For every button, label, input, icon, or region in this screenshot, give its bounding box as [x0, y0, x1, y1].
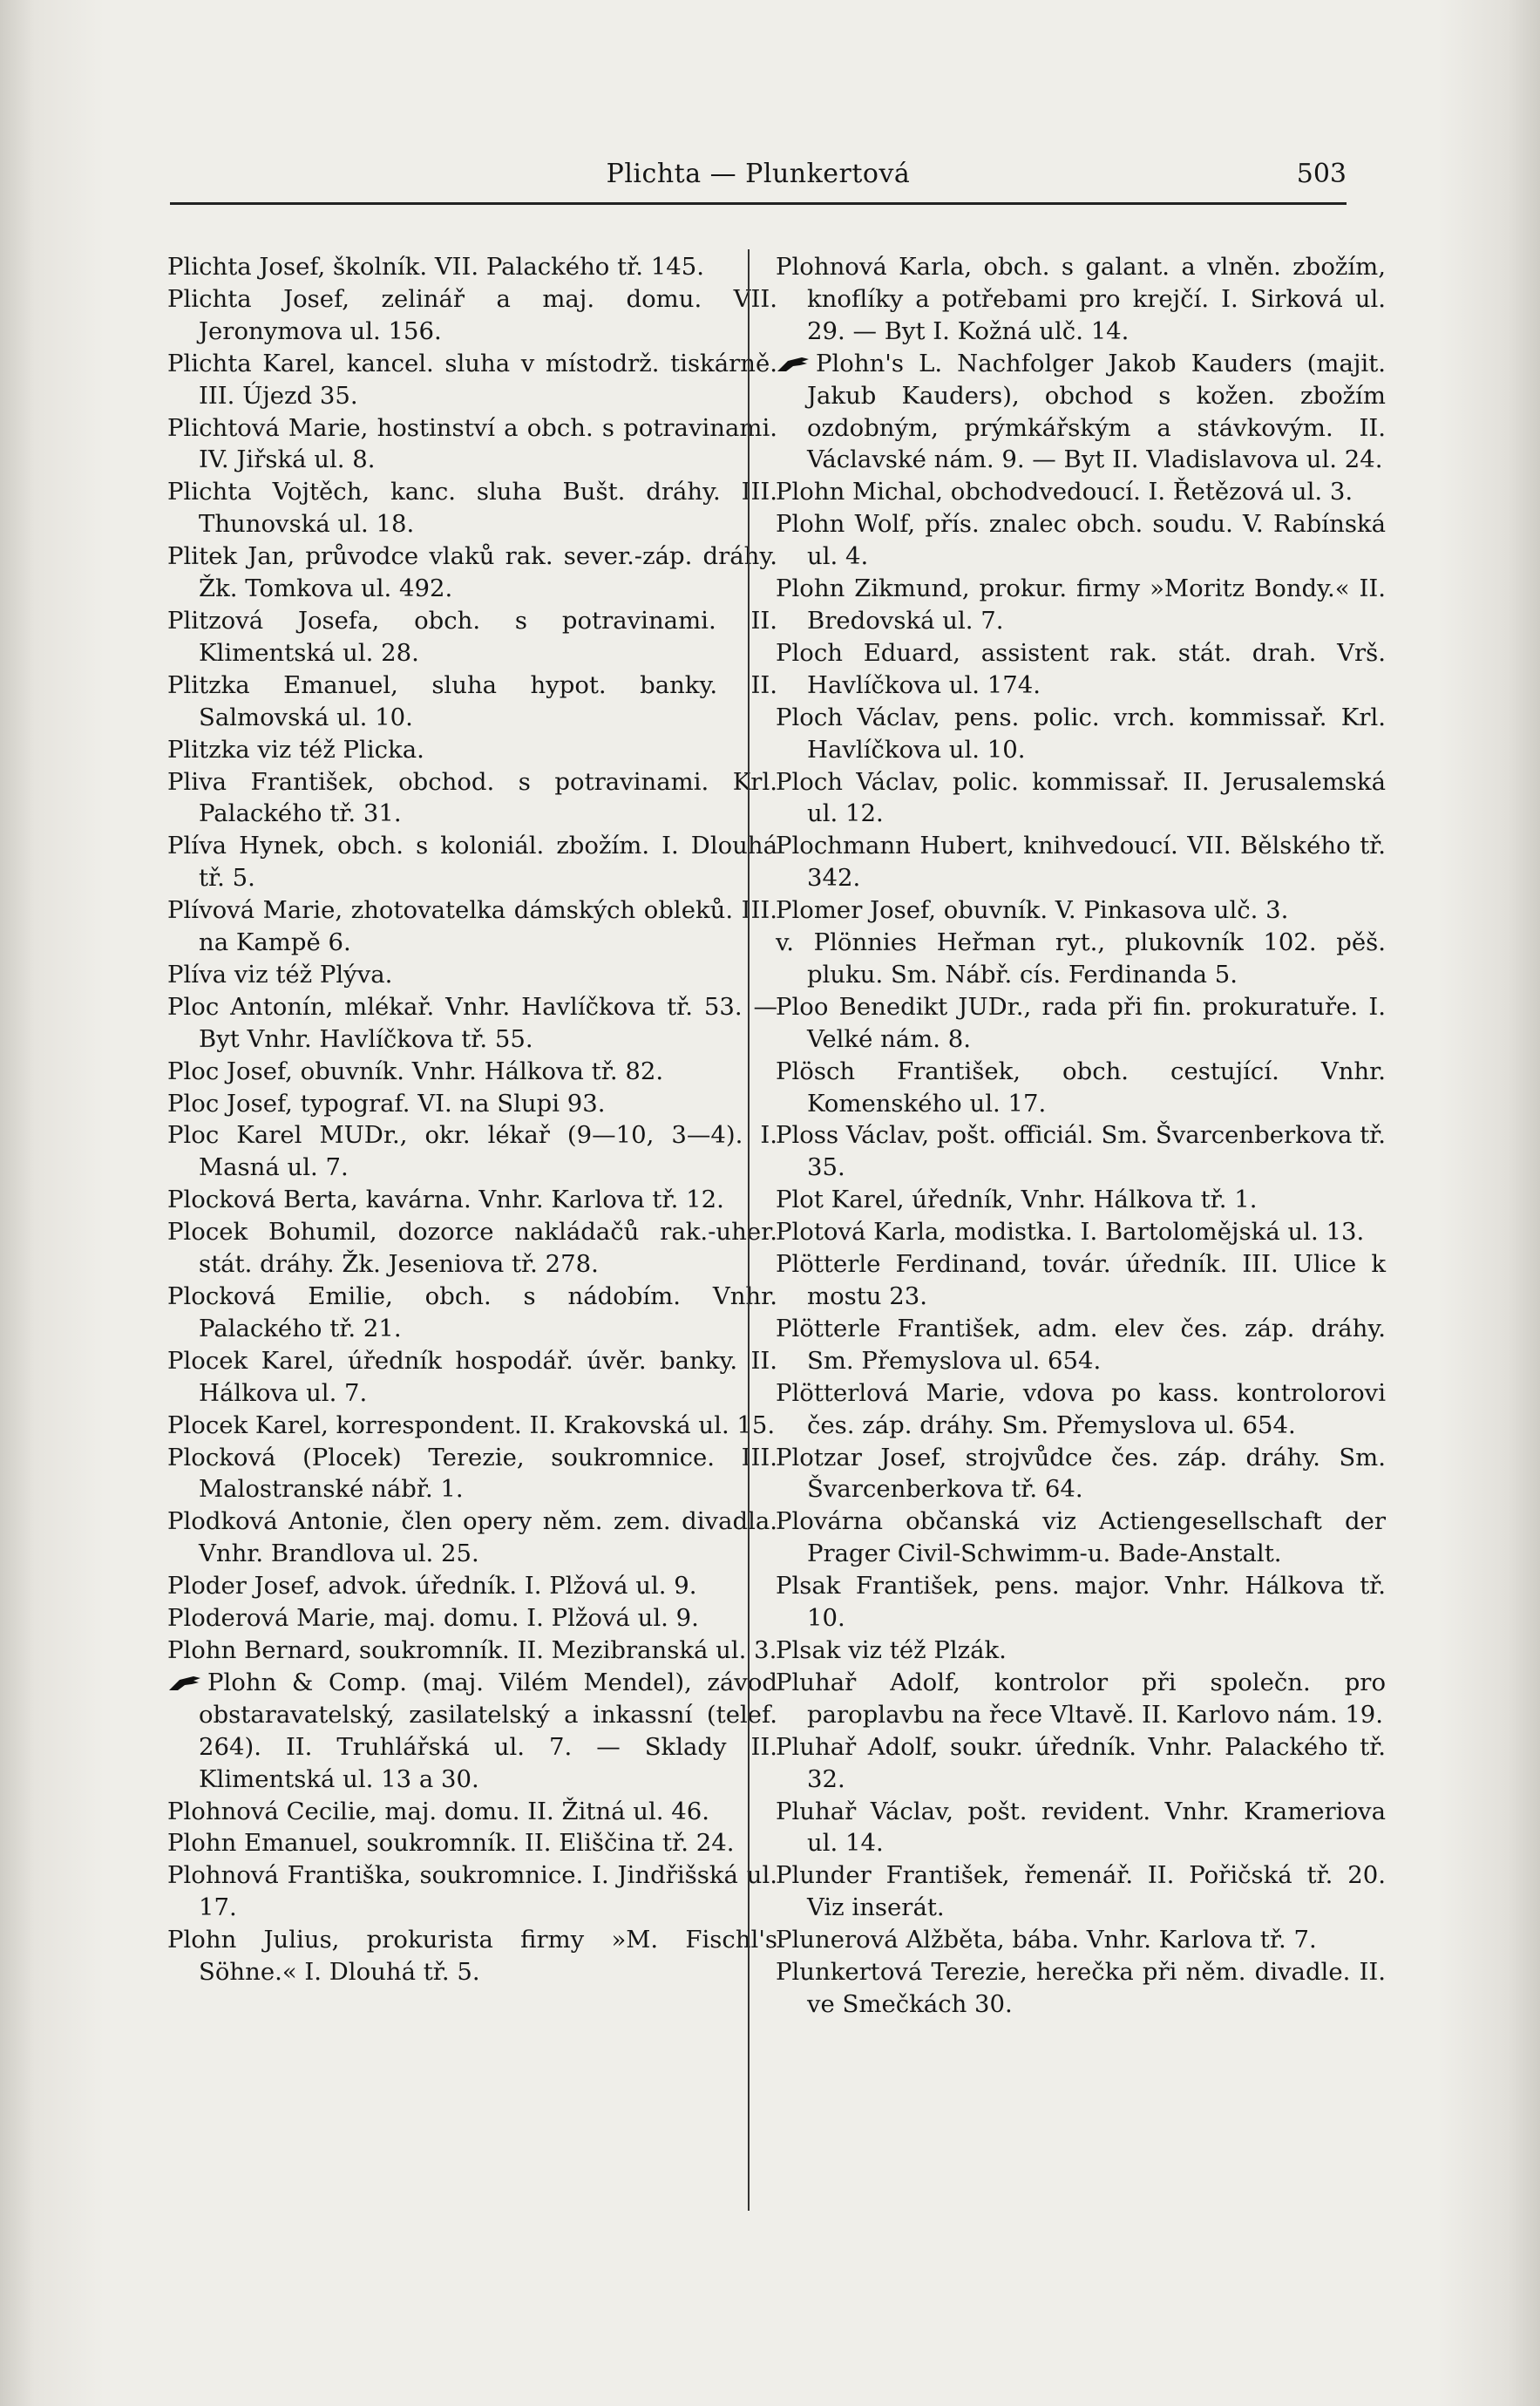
page-header	[170, 153, 1347, 205]
directory-entry: Plunerová Alžběta, bába. Vnhr. Karlova tř. 7.	[776, 1926, 1317, 1954]
running-title: Plichta — Plunkertová	[606, 159, 911, 189]
page-number: 503	[1296, 159, 1347, 189]
directory-entry-advert	[167, 1667, 777, 1796]
directory-entry: Plohn Wolf, přís. znalec obch. soudu. V. Rabínská ul. 4.	[776, 510, 1386, 571]
directory-entry: Plívová Marie, zhotovatelka dámských obleků. III. na Kampě 6.	[167, 896, 777, 957]
directory-entry: Plohnová Františka, soukromnice. I. Jindřišská ul. 17.	[167, 1861, 777, 1922]
directory-entry: Ploo Benedikt JUDr., rada při fin. prokuratuře. I. Velké nám. 8.	[776, 992, 1386, 1053]
entry-text: Plohn & Comp. (maj. Vilém Mendel), závod obstaravatelský, zasilatelský a inkassní (telef. 264). II. Truhlářská ul. 7. — Sklady II. Klimentská ul. 13 a 30.	[199, 1668, 777, 1793]
directory-entry: Plíva Hynek, obch. s koloniál. zbožím. I. Dlouhá tř. 5.	[167, 832, 777, 893]
directory-entry: Plichta Vojtěch, kanc. sluha Bušt. dráhy. III. Thunovská ul. 18.	[167, 478, 777, 539]
directory-entry: Ploch Václav, polic. kommissař. II. Jerusalemská ul. 12.	[776, 767, 1386, 828]
directory-entry: Plitzka Emanuel, sluha hypot. banky. II. Salmovská ul. 10.	[167, 670, 777, 731]
left-column	[167, 251, 777, 1988]
directory-entry: Ploc Antonín, mlékař. Vnhr. Havlíčkova tř. 53. — Byt Vnhr. Havlíčkova tř. 55.	[167, 992, 777, 1053]
directory-entry: Plohn Bernard, soukromník. II. Mezibranská ul. 3.	[167, 1635, 777, 1664]
directory-entry: Plochmann Hubert, knihvedoucí. VII. Bělského tř. 342.	[776, 832, 1386, 893]
directory-entry: Ploc Karel MUDr., okr. lékař (9—10, 3—4). I. Masná ul. 7.	[167, 1121, 777, 1182]
directory-entry: Plocková Berta, kavárna. Vnhr. Karlova tř. 12.	[167, 1186, 724, 1214]
directory-entry: Plötterle František, adm. elev čes. záp. dráhy. Sm. Přemyslova ul. 654.	[776, 1314, 1386, 1375]
directory-entry: Plitzová Josefa, obch. s potravinami. II. Klimentská ul. 28.	[167, 606, 777, 667]
directory-entry: Pluhař Adolf, kontrolor při společn. pro paroplavbu na řece Vltavě. II. Karlovo nám. 19.	[776, 1668, 1386, 1729]
directory-entry: Ploc Josef, obuvník. Vnhr. Hálkova tř. 82.	[167, 1057, 664, 1085]
entry-text: Plohn's L. Nachfolger Jakob Kauders (majit. Jakub Kauders), obchod s kožen. zbožím ozdobným, prýmkářským a stávkovým. II. Václavské nám. 9. — Byt II. Vladislavova ul. 24.	[807, 349, 1386, 474]
directory-entry: Ploderová Marie, maj. domu. I. Plžová ul. 9.	[167, 1604, 699, 1633]
directory-entry: Plitek Jan, průvodce vlaků rak. sever.-záp. dráhy. Žk. Tomkova ul. 492.	[167, 542, 777, 603]
directory-entry: Plocek Bohumil, dozorce nakládačů rak.-uher. stát. dráhy. Žk. Jeseniova tř. 278.	[167, 1218, 777, 1279]
directory-entry: Plötterle Ferdinand, továr. úředník. III. Ulice k mostu 23.	[776, 1250, 1386, 1310]
directory-entry: Ploss Václav, pošt. officiál. Sm. Švarcenberkova tř. 35.	[776, 1121, 1387, 1182]
pointing-hand-icon	[776, 352, 811, 375]
directory-entry: Plíva viz též Plýva.	[167, 960, 393, 989]
directory-entry: Plösch František, obch. cestující. Vnhr. Komenského ul. 17.	[776, 1057, 1386, 1118]
directory-entry: Plichtová Marie, hostinství a obch. s potravinami. IV. Jiřská ul. 8.	[167, 413, 777, 474]
directory-entry: Ploch Eduard, assistent rak. stát. drah. Vrš. Havlíčkova ul. 174.	[776, 638, 1386, 699]
directory-entry: Ploder Josef, advok. úředník. I. Plžová ul. 9.	[167, 1572, 697, 1601]
directory-entry: Plötterlová Marie, vdova po kass. kontrolorovi čes. záp. dráhy. Sm. Přemyslova ul. 654.	[776, 1378, 1386, 1439]
directory-entry: Plot Karel, úředník, Vnhr. Hálkova tř. 1.	[776, 1186, 1258, 1214]
directory-entry: Plohn Emanuel, soukromník. II. Eliščina tř. 24.	[167, 1829, 735, 1858]
directory-entry: Plunkertová Terezie, herečka při něm. divadle. II. ve Smečkách 30.	[776, 1958, 1386, 2018]
directory-entry: v. Plönnies Heřman ryt., plukovník 102. pěš. pluku. Sm. Nábř. cís. Ferdinanda 5.	[776, 928, 1386, 989]
directory-entry: Pluhař Adolf, soukr. úředník. Vnhr. Palackého tř. 32.	[776, 1732, 1386, 1793]
directory-entry: Plocková (Plocek) Terezie, soukromnice. III. Malostranské nábř. 1.	[167, 1443, 777, 1504]
directory-entry: Plocková Emilie, obch. s nádobím. Vnhr. Palackého tř. 21.	[167, 1282, 777, 1342]
directory-entry: Plohnová Karla, obch. s galant. a vlněn. zbožím, knoflíky a potřebami pro krejčí. I. Sirková ul. 29. — Byt I. Kožná ulč. 14.	[776, 253, 1386, 345]
directory-entry: Plichta Karel, kancel. sluha v místodrž. tiskárně. III. Újezd 35.	[167, 349, 777, 410]
directory-entry: Plitzka viz též Plicka.	[167, 735, 424, 764]
directory-entry-advert	[776, 348, 1386, 477]
directory-entry: Plotzar Josef, strojvůdce čes. záp. dráhy. Sm. Švarcenberkova tř. 64.	[776, 1443, 1386, 1504]
directory-entry: Plocek Karel, úředník hospodář. úvěr. banky. II. Hálkova ul. 7.	[167, 1346, 777, 1407]
directory-entry: Ploc Josef, typograf. VI. na Slupi 93.	[167, 1089, 606, 1118]
directory-entry: Plichta Josef, školník. VII. Palackého tř. 145.	[167, 253, 704, 281]
directory-entry: Plsak František, pens. major. Vnhr. Hálkova tř. 10.	[776, 1572, 1386, 1633]
pointing-hand-icon	[167, 1671, 202, 1694]
right-column	[776, 251, 1386, 2021]
directory-entry: Plomer Josef, obuvník. V. Pinkasova ulč. 3.	[776, 896, 1289, 925]
directory-entry: Plsak viz též Plzák.	[776, 1635, 1007, 1664]
directory-entry: Plotová Karla, modistka. I. Bartolomějská ul. 13.	[776, 1218, 1365, 1247]
directory-entry: Plovárna občanská viz Actiengesellschaft der Prager Civil-Schwimm-u. Bade-Anstalt.	[776, 1507, 1386, 1568]
directory-entry: Plocek Karel, korrespondent. II. Krakovská ul. 15.	[167, 1410, 776, 1439]
directory-entry: Pluhař Václav, pošt. revident. Vnhr. Krameriova ul. 14.	[776, 1797, 1386, 1858]
directory-entry: Plichta Josef, zelinář a maj. domu. VII. Jeronymova ul. 156.	[167, 284, 777, 345]
directory-entry: Plohn Zikmund, prokur. firmy »Moritz Bondy.« II. Bredovská ul. 7.	[776, 574, 1386, 635]
directory-entry: Plunder František, řemenář. II. Pořičská tř. 20. Viz inserát.	[776, 1861, 1386, 1922]
directory-entry: Plohn Michal, obchodvedoucí. I. Řetězová ul. 3.	[776, 478, 1353, 506]
directory-entry: Ploch Václav, pens. polic. vrch. kommissař. Krl. Havlíčkova ul. 10.	[776, 703, 1386, 764]
column-divider	[748, 249, 750, 2211]
directory-entry: Plodková Antonie, člen opery něm. zem. divadla. Vnhr. Brandlova ul. 25.	[167, 1507, 777, 1568]
directory-entry: Plohnová Cecilie, maj. domu. II. Žitná ul. 46.	[167, 1797, 710, 1825]
directory-entry: Plohn Julius, prokurista firmy »M. Fischl's Söhne.« I. Dlouhá tř. 5.	[167, 1926, 777, 1987]
directory-entry: Pliva František, obchod. s potravinami. Krl. Palackého tř. 31.	[167, 767, 777, 828]
